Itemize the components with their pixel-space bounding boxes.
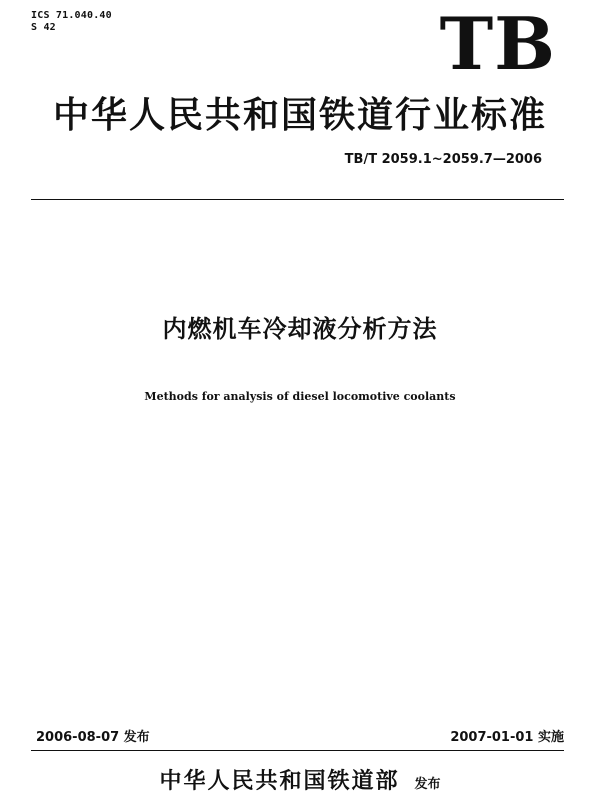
classification-codes <box>31 10 112 34</box>
issuer-line <box>0 764 600 795</box>
ccs-code: S 42 <box>31 22 56 33</box>
document-title-english: Methods for analysis of diesel locomotive coolants <box>144 390 456 403</box>
document-title-chinese: 内燃机车冷却液分析方法 <box>162 315 438 343</box>
bottom-divider <box>31 750 564 751</box>
issuing-action: 发布 <box>414 777 441 792</box>
standard-number: TB/T 2059.1~2059.7—2006 <box>344 152 542 167</box>
ics-code: ICS 71.040.40 <box>31 10 112 21</box>
tb-logo: TB <box>439 1 556 86</box>
standard-title: 中华人民共和国铁道行业标准 <box>52 94 547 136</box>
issue-date: 2006-08-07 发布 <box>36 730 150 745</box>
issuing-organization: 中华人民共和国铁道部 <box>159 768 400 794</box>
implementation-date: 2007-01-01 实施 <box>450 730 564 745</box>
top-divider <box>31 199 564 200</box>
